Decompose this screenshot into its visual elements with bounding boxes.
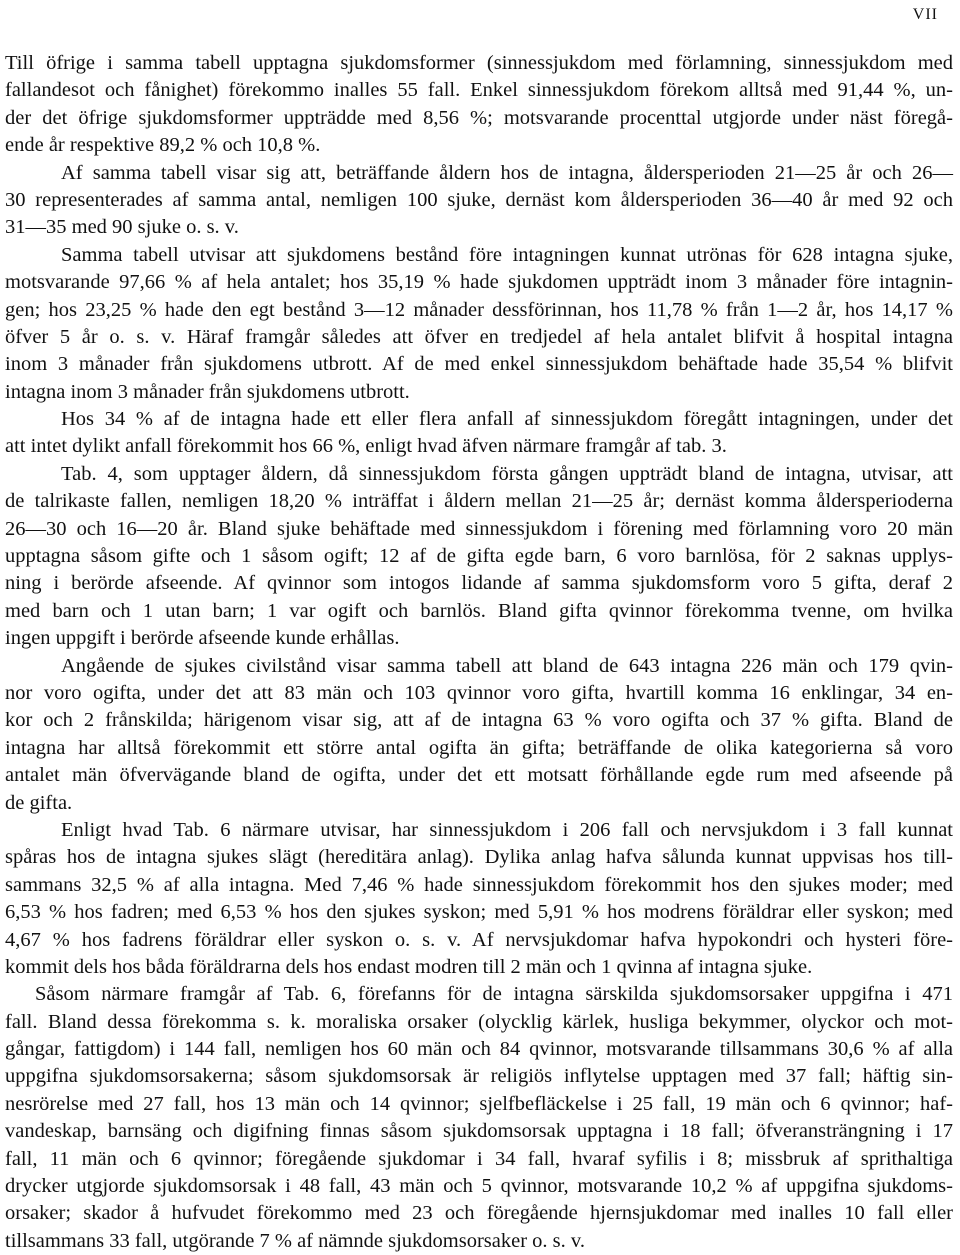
text-line: Såsom närmare framgår af Tab. 6, förefanns för de intagna särskilda sjukdomsorsaker uppgifna i 471 — [35, 983, 953, 1006]
text-line: intagna inom 3 månader från sjukdomens utbrott. — [5, 380, 410, 403]
text-line: sammans 32,5 % af alla intagna. Med 7,46 % hade sinnessjukdom förekommit hos den sjukes moder; med — [5, 873, 953, 896]
text-line: med barn och 1 utan barn; 1 var ogift och barnlös. Bland gifta qvinnor förekomma tvenne, om hvilka — [5, 599, 953, 622]
text-line: nor voro ogifta, under det att 83 män och 103 qvinnor voro gifta, hvartill komma 16 enklingar, 34 en- — [5, 681, 953, 704]
text-line: fall, 11 män och 6 qvinnor; föregående sjukdomar i 34 fall, hvaraf syfilis i 8; missbruk af sprithaltiga — [5, 1147, 953, 1170]
text-line: de gifta. — [5, 791, 73, 814]
text-line: Hos 34 % af de intagna hade ett eller flera anfall af sinnessjukdom föregått intagningen, under det — [61, 408, 953, 431]
text-line: ning i berörde afseende. Af qvinnor som intogos lidande af samma sjukdomsform voro 5 gifta, deraf 2 — [5, 572, 953, 595]
text-line: der det öfrige sjukdomsformer uppträdde med 8,56 %; motsvarande procenttal utgjorde under näst föregå- — [5, 106, 953, 129]
text-line: tillsammans 33 fall, utgörande 7 % af nämnde sjukdomsorsaker o. s. v. — [5, 1229, 585, 1252]
text-line: intagna har alltså förekommit ett större antal ogifta än gifta; beträffande de olika kategorierna så voro — [5, 736, 953, 759]
text-line: ende år respektive 89,2 % och 10,8 %. — [5, 134, 321, 157]
text-line: fall. Bland dessa förekomma s. k. moraliska orsaker (olycklig kärlek, husliga bekymmer, olyckor och mot- — [5, 1010, 953, 1033]
text-line: Till öfrige i samma tabell upptagna sjukdomsformer (sinnessjukdom med förlamning, sinnessjukdom med — [5, 52, 953, 74]
text-line: uppgifna sjukdomsorsakerna; såsom sjukdomsorsak är religiös inflytelse upptagen med 37 fall; häftig sin- — [5, 1065, 953, 1088]
text-line: öfver 5 år o. s. v. Häraf framgår således att öfver en tredjedel af hela antalet blifvit å hospital intagna — [5, 325, 953, 348]
text-line: de talrikaste fallen, nemligen 18,20 % inträffat i åldern mellan 21—25 år; dernäst komma åldersperioderna — [5, 490, 953, 513]
text-line: spåras hos de intagna sjukes slägt (hereditära anlag). Dylika anlag hafva sålunda kunnat uppvisas hos till- — [5, 846, 953, 869]
text-line: vandeskap, barnsäng och digifning finnas såsom sjukdomsorsak upptagna i 18 fall; öfveransträngning i 17 — [5, 1120, 953, 1143]
text-line: nesrörelse med 27 fall, hos 13 män och 14 qvinnor; sjelfbefläckelse i 25 fall, 19 män och 6 qvinnor; haf- — [5, 1092, 953, 1115]
text-line: Af samma tabell visar sig att, beträffande åldern hos de intagna, åldersperioden 21—25 år och 26— — [61, 161, 953, 184]
text-line: 30 representerades af samma antal, nemligen 100 sjuke, dernäst kom åldersperioden 36—40 år med 92 och — [5, 188, 953, 211]
text-line: Angående de sjukes civilstånd visar samma tabell att bland de 643 intagna 226 män och 179 qvin- — [61, 654, 953, 677]
text-line: 4,67 % hos fadrens föräldrar eller syskon o. s. v. Af nervsjukdomar hafva hypokondri och hysteri före- — [5, 928, 953, 951]
text-line: gen; hos 23,25 % hade den egt bestånd 3—12 månader dessförinnan, hos 11,78 % från 1—2 år, hos 14,17 % — [5, 298, 953, 321]
text-line: kor och 2 frånskilda; härigenom visar sig, att af de intagna 63 % voro ogifta och 37 % gifta. Bland de — [5, 709, 953, 732]
text-line: 26—30 och 16—20 år. Bland sjuke behäftade med sinnessjukdom i förening med förlamning voro 20 män — [5, 517, 953, 540]
text-line: inom 3 månader från sjukdomens utbrott. Af de med enkel sinnessjukdom behäftade hade 35,54 % blifvit — [5, 353, 953, 376]
text-line: Samma tabell utvisar att sjukdomens bestånd före intagningen kunnat utrönas för 628 intagna sjuke, — [61, 243, 953, 266]
text-line: upptagna såsom gifte och 1 såsom ogift; 12 af de gifta egde barn, 6 voro barnlösa, för 2 saknas upplys- — [5, 545, 953, 568]
text-line: 6,53 % hos fadren; med 6,53 % hos den sjukes syskon; med 5,91 % hos modrens föräldrar eller syskon; med — [5, 901, 953, 924]
text-line: drycker utgjorde sjukdomsorsak i 48 fall, 43 män och 5 qvinnor, motsvarande 10,2 % af uppgifna sjukdoms- — [5, 1175, 953, 1198]
text-line: 31—35 med 90 sjuke o. s. v. — [5, 216, 239, 239]
text-line: orsaker; skador å hufvudet förekommo med 23 och föregående hjernsjukdomar med inalles 10 fall eller — [5, 1202, 953, 1225]
text-line: kommit dels hos båda föräldrarna dels hos endast modren till 2 män och 1 qvinna af intagna sjuke. — [5, 955, 813, 978]
page-number: VII — [912, 6, 938, 23]
text-line: gångar, fattigdom) i 144 fall, nemligen hos 60 män och 84 qvinnor, motsvarande tillsammans 30,6 % af alla — [5, 1038, 953, 1061]
text-line: motsvarande 97,66 % af hela antalet; hos 35,19 % hade sjukdomen uppträdt inom 3 månader före intagnin- — [5, 271, 953, 294]
text-line: att intet dylikt anfall förekommit hos 66 %, enligt hvad äfven närmare framgår af tab. 3. — [5, 435, 727, 458]
text-line: fallandesot och fånighet) förekommo inalles 55 fall. Enkel sinnessjukdom förekom alltså med 91,44 %, un- — [5, 79, 953, 102]
text-line: Enligt hvad Tab. 6 närmare utvisar, har sinnessjukdom i 206 fall och nervsjukdom i 3 fall kunnat — [61, 818, 953, 841]
text-line: Tab. 4, som upptager åldern, då sinnessjukdom första gången uppträdt bland de intagna, utvisar, att — [61, 462, 953, 485]
text-line: antalet män öfvervägande bland de ogifta, under det ett motsatt förhållande egde rum med afseende på — [5, 764, 953, 787]
body-text — [5, 50, 953, 1255]
text-line: ingen uppgift i berörde afseende kunde erhållas. — [5, 627, 400, 650]
